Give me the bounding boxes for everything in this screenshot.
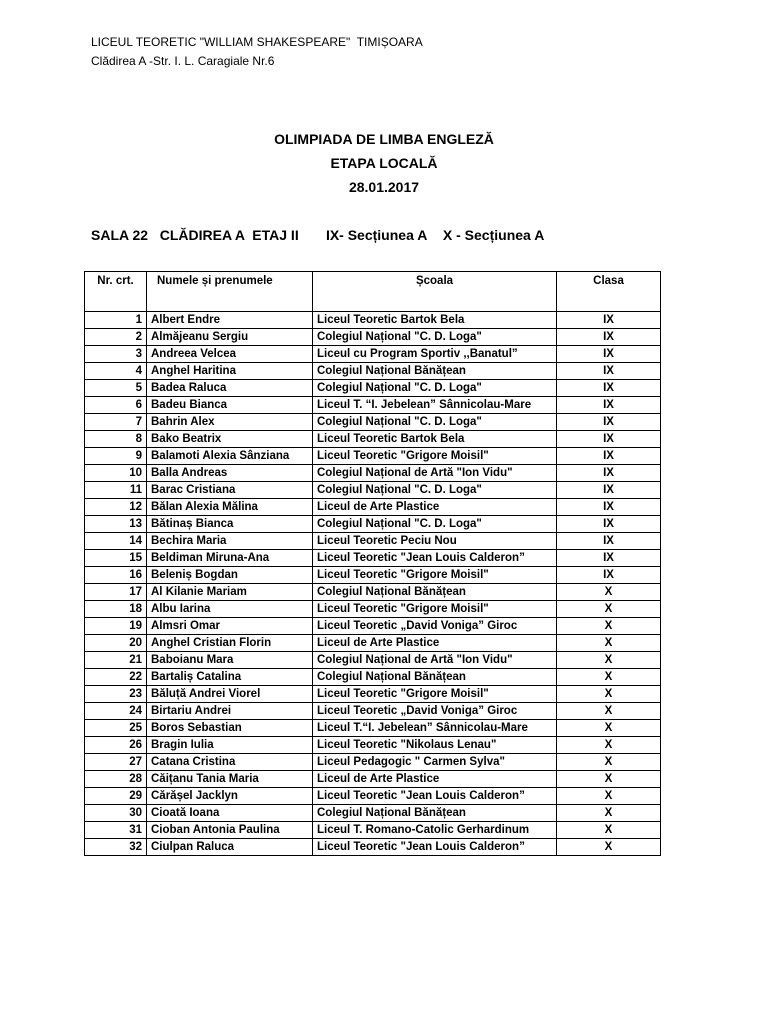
row-number: 28 (85, 771, 147, 788)
row-number: 19 (85, 618, 147, 635)
school-name-cell: Liceul de Arte Plastice (313, 635, 557, 652)
school-name-cell: Colegiul Național "C. D. Loga" (313, 329, 557, 346)
student-name: Anghel Haritina (147, 363, 313, 380)
table-row (85, 686, 661, 703)
room-section-x: X - Secțiunea A (442, 227, 545, 243)
school-name-cell: Colegiul Național Bănățean (313, 584, 557, 601)
student-name: Cărășel Jacklyn (147, 788, 313, 805)
document-title: OLIMPIADA DE LIMBA ENGLEZĂ (274, 131, 494, 147)
school-name-cell: Liceul de Arte Plastice (313, 771, 557, 788)
row-number: 16 (85, 567, 147, 584)
header-name: Numele și prenumele (147, 272, 313, 312)
school-name-cell: Liceul Pedagogic " Carmen Sylva" (313, 754, 557, 771)
school-name-cell: Liceul de Arte Plastice (313, 499, 557, 516)
student-name: Bătinaș Bianca (147, 516, 313, 533)
student-name: Anghel Cristian Florin (147, 635, 313, 652)
table-row (85, 533, 661, 550)
student-name: Beldiman Miruna-Ana (147, 550, 313, 567)
table-row (85, 805, 661, 822)
student-name: Albert Endre (147, 312, 313, 329)
student-name: Bălan Alexia Mălina (147, 499, 313, 516)
student-name: Bartaliș Catalina (147, 669, 313, 686)
school-name-cell: Colegiul Național Bănățean (313, 363, 557, 380)
school-name-cell: Liceul T. Romano-Catolic Gerhardinum (313, 822, 557, 839)
row-number: 22 (85, 669, 147, 686)
class-cell: IX (557, 499, 661, 516)
row-number: 14 (85, 533, 147, 550)
school-name-cell: Liceul cu Program Sportiv ,,Banatul” (313, 346, 557, 363)
table-header-row (85, 272, 661, 312)
row-number: 4 (85, 363, 147, 380)
class-cell: X (557, 703, 661, 720)
class-cell: IX (557, 397, 661, 414)
school-name-cell: Liceul Teoretic "Grigore Moisil" (313, 448, 557, 465)
class-cell: IX (557, 567, 661, 584)
table-row (85, 839, 661, 856)
school-name-cell: Liceul Teoretic "Grigore Moisil" (313, 686, 557, 703)
student-name: Băluță Andrei Viorel (147, 686, 313, 703)
class-cell: X (557, 839, 661, 856)
table-row (85, 397, 661, 414)
row-number: 12 (85, 499, 147, 516)
class-cell: X (557, 618, 661, 635)
document-subtitle: ETAPA LOCALĂ (330, 155, 438, 171)
table-row (85, 669, 661, 686)
class-cell: X (557, 652, 661, 669)
row-number: 13 (85, 516, 147, 533)
school-name-cell: Liceul Teoretic "Grigore Moisil" (313, 601, 557, 618)
row-number: 8 (85, 431, 147, 448)
class-cell: X (557, 805, 661, 822)
row-number: 9 (85, 448, 147, 465)
class-cell: IX (557, 482, 661, 499)
school-name-cell: Liceul Teoretic Peciu Nou (313, 533, 557, 550)
class-cell: IX (557, 431, 661, 448)
school-name-cell: Liceul Teoretic "Jean Louis Calderon” (313, 550, 557, 567)
table-row (85, 703, 661, 720)
row-number: 26 (85, 737, 147, 754)
row-number: 11 (85, 482, 147, 499)
student-name: Birtariu Andrei (147, 703, 313, 720)
student-name: Balla Andreas (147, 465, 313, 482)
row-number: 7 (85, 414, 147, 431)
class-cell: IX (557, 363, 661, 380)
school-name-cell: Liceul Teoretic Bartok Bela (313, 431, 557, 448)
row-number: 2 (85, 329, 147, 346)
student-name: Boros Sebastian (147, 720, 313, 737)
school-name-cell: Colegiul Național Bănățean (313, 669, 557, 686)
student-name: Bechira Maria (147, 533, 313, 550)
table-row (85, 414, 661, 431)
row-number: 18 (85, 601, 147, 618)
school-name-cell: Liceul T.“I. Jebelean” Sânnicolau-Mare (313, 720, 557, 737)
student-name: Cioban Antonia Paulina (147, 822, 313, 839)
header-class: Clasa (557, 272, 661, 312)
table-row (85, 618, 661, 635)
student-name: Balamoti Alexia Sânziana (147, 448, 313, 465)
school-name-cell: Liceul T. “I. Jebelean” Sânnicolau-Mare (313, 397, 557, 414)
class-cell: IX (557, 465, 661, 482)
school-address: Clădirea A -Str. I. L. Caragiale Nr.6 (91, 54, 275, 68)
table-row (85, 635, 661, 652)
table-row (85, 567, 661, 584)
table-row (85, 346, 661, 363)
student-name: Beleniș Bogdan (147, 567, 313, 584)
class-cell: X (557, 584, 661, 601)
room-number: SALA 22 (91, 227, 149, 243)
row-number: 31 (85, 822, 147, 839)
row-number: 29 (85, 788, 147, 805)
student-name: Badeu Bianca (147, 397, 313, 414)
school-name-cell: Liceul Teoretic "Nikolaus Lenau" (313, 737, 557, 754)
student-name: Almăjeanu Sergiu (147, 329, 313, 346)
table-row (85, 720, 661, 737)
class-cell: X (557, 771, 661, 788)
class-cell: IX (557, 346, 661, 363)
row-number: 3 (85, 346, 147, 363)
table-row (85, 482, 661, 499)
student-name: Badea Raluca (147, 380, 313, 397)
table-row (85, 516, 661, 533)
class-cell: X (557, 720, 661, 737)
row-number: 20 (85, 635, 147, 652)
class-cell: IX (557, 533, 661, 550)
school-name-cell: Liceul Teoretic „David Voniga” Giroc (313, 618, 557, 635)
table-row (85, 788, 661, 805)
room-info (91, 227, 544, 243)
class-cell: IX (557, 329, 661, 346)
row-number: 17 (85, 584, 147, 601)
school-name-cell: Liceul Teoretic "Grigore Moisil" (313, 567, 557, 584)
table-row (85, 363, 661, 380)
table-row (85, 550, 661, 567)
school-name-cell: Liceul Teoretic "Jean Louis Calderon” (313, 788, 557, 805)
student-name: Catana Cristina (147, 754, 313, 771)
student-name: Ciulpan Raluca (147, 839, 313, 856)
class-cell: X (557, 635, 661, 652)
school-name-cell: Colegiul Național Bănățean (313, 805, 557, 822)
school-name-cell: Colegiul Național "C. D. Loga" (313, 380, 557, 397)
table-row (85, 499, 661, 516)
student-name: Cioată Ioana (147, 805, 313, 822)
school-name-cell: Colegiul Național de Artă "Ion Vidu" (313, 652, 557, 669)
student-name: Almsri Omar (147, 618, 313, 635)
student-name: Al Kilanie Mariam (147, 584, 313, 601)
table-row (85, 771, 661, 788)
student-name: Căițanu Tania Maria (147, 771, 313, 788)
school-name-cell: Liceul Teoretic „David Voniga” Giroc (313, 703, 557, 720)
class-cell: IX (557, 414, 661, 431)
school-name: LICEUL TEORETIC "WILLIAM SHAKESPEARE" TIMIȘOARA (91, 35, 423, 49)
class-cell: IX (557, 516, 661, 533)
table-row (85, 312, 661, 329)
table-row (85, 584, 661, 601)
row-number: 30 (85, 805, 147, 822)
row-number: 23 (85, 686, 147, 703)
school-name-cell: Liceul Teoretic "Jean Louis Calderon” (313, 839, 557, 856)
table-row (85, 431, 661, 448)
table-row (85, 754, 661, 771)
room-section-ix: IX- Secțiunea A (325, 227, 428, 243)
class-cell: X (557, 686, 661, 703)
class-cell: X (557, 601, 661, 618)
school-name-cell: Colegiul Național "C. D. Loga" (313, 414, 557, 431)
row-number: 10 (85, 465, 147, 482)
table-row (85, 380, 661, 397)
student-name: Albu Iarina (147, 601, 313, 618)
table-row (85, 652, 661, 669)
row-number: 5 (85, 380, 147, 397)
class-cell: X (557, 669, 661, 686)
student-name: Barac Cristiana (147, 482, 313, 499)
room-building: CLĂDIREA A ETAJ II (159, 227, 299, 243)
table-row (85, 601, 661, 618)
row-number: 25 (85, 720, 147, 737)
header-nr: Nr. crt. (85, 272, 147, 312)
school-name-cell: Liceul Teoretic Bartok Bela (313, 312, 557, 329)
class-cell: IX (557, 312, 661, 329)
row-number: 6 (85, 397, 147, 414)
school-name-cell: Colegiul Național de Artă "Ion Vidu" (313, 465, 557, 482)
student-name: Andreea Velcea (147, 346, 313, 363)
row-number: 27 (85, 754, 147, 771)
class-cell: IX (557, 550, 661, 567)
class-cell: IX (557, 380, 661, 397)
participants-table (84, 271, 661, 856)
student-name: Bako Beatrix (147, 431, 313, 448)
class-cell: X (557, 788, 661, 805)
header-school: Școala (313, 272, 557, 312)
class-cell: X (557, 737, 661, 754)
row-number: 15 (85, 550, 147, 567)
table-row (85, 822, 661, 839)
school-name-cell: Colegiul Național "C. D. Loga" (313, 516, 557, 533)
student-name: Baboianu Mara (147, 652, 313, 669)
table-row (85, 465, 661, 482)
row-number: 24 (85, 703, 147, 720)
student-name: Bragin Iulia (147, 737, 313, 754)
table-row (85, 737, 661, 754)
class-cell: X (557, 822, 661, 839)
table-row (85, 329, 661, 346)
school-name-cell: Colegiul Național "C. D. Loga" (313, 482, 557, 499)
row-number: 32 (85, 839, 147, 856)
table-row (85, 448, 661, 465)
class-cell: IX (557, 448, 661, 465)
student-name: Bahrin Alex (147, 414, 313, 431)
row-number: 21 (85, 652, 147, 669)
row-number: 1 (85, 312, 147, 329)
document-date: 28.01.2017 (348, 179, 420, 195)
class-cell: X (557, 754, 661, 771)
